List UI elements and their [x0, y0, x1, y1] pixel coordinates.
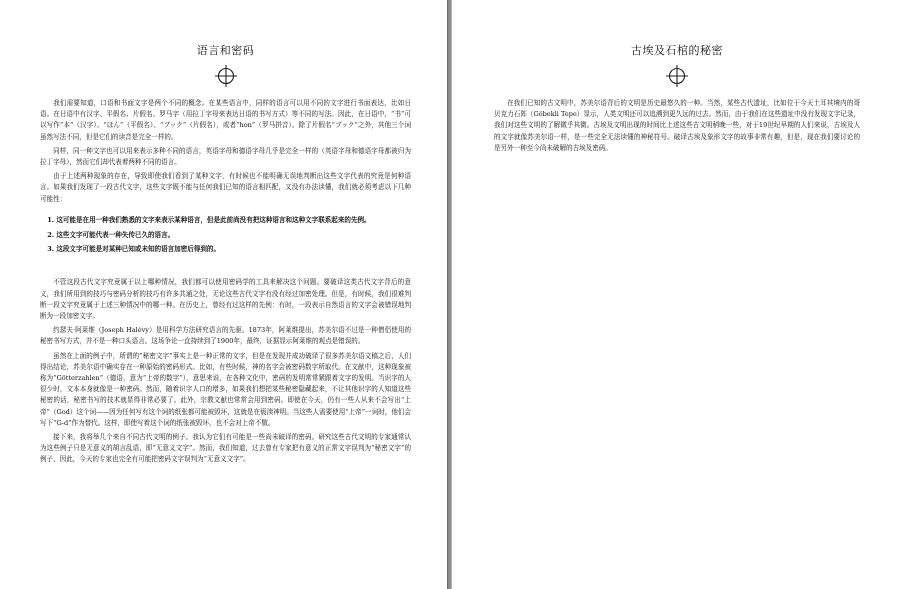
- list-item: 2. 这些文字可能代表一种失传已久的语言。: [47, 230, 175, 239]
- possibility-list: [40, 215, 411, 256]
- list-item: 1. 这可能是在用一种我们熟悉的文字来表示某种语言，但是此前尚没有把这种语言和这种文字联系起来的先例。: [47, 215, 371, 224]
- crosshair-ornament-icon: [665, 64, 689, 88]
- paragraph: 约瑟夫·阿莱维（Joseph Halévy）是用科学方法研究语言的先驱。1873年，阿莱维提出，苏美尔语不过是一种僧侣使用的秘密书写方式，并不是一种口头语言。这场争论一直持续到了1900年，最终，证据显示阿莱维的观点是错误的。: [40, 326, 411, 346]
- paragraph: 我们需要知道，口语和书面文字是两个不同的概念。在某些语言中，同样的语言可以用不同的文字进行书面表达，比如日语。在日语中有汉字、平假名、片假名、罗马字（用拉丁字母来表达日语的书写方式）等不同的写法。因此，在日语中，“书”可以写作“本”（汉字）、“ほん”（平假名）、“ブック”（片假名），或者“hon”（罗马拼音）。除了片假名“ブック”之外，其他三个词虽然写法不同，但是它们的读音是完全一样的。: [40, 99, 411, 141]
- list-item: 3. 这段文字可能是对某种已知或未知的语言加密后得到的。: [47, 245, 221, 254]
- paragraph: 由于上述两种现象的存在，导致即使我们看到了某种文字，有时候也不能明确无误地判断出这些文字代表的究竟是何种语言。如果我们发现了一段古代文字，这些文字既不能与任何我们已知的语言相匹配，又没有办法读懂，我们就必须考虑以下几种可能性：: [40, 172, 411, 203]
- chapter-body: [494, 98, 860, 154]
- paragraph: 虽然在上面的例子中，所谓的“秘密文字”事实上是一种正常的文字，但是在发现并成功破译了很多苏美尔语文稿之后，人们得出结论，苏美尔语中确实存在一种原始的密码形式。比如，有些时候，神的名字会被密码数字所取代。在文献中，这种现象被称为“Götterzahlen”（德语，意为“上帝的数字”），意思来说，在各种文化中，密码的发明常常紧跟着文字的发明。当识字的人很少时，文本本身就像是一种密码。然而，随着识字人口的增多，如果我们想把某些秘密隐藏起来，不让其他识字的人知道这些秘密的话，秘密书写的技术就显得非常必要了。此外，宗教文献也常常会用到密码。即使在今天，仍有一些人从来不会写出“上帝”（God）这个词——因为任何写有这个词的纸张都可能被毁坏，这就是在亵渎神明。当这些人需要使用“上帝”一词时，他们会写下“G-d”作为替代。这样，即使写着这个词的纸张被毁坏，也不会对上帝不敬。: [40, 351, 411, 427]
- paragraph: 接下来，我将举几个来自不同古代文明的例子。我认为它们有可能是一些尚未破译的密码。研究这些古代文明的专家通常认为这些例子只是无意义的胡言乱语，即“无意义文字”。然而，我们知道，过去曾有专家把有意义的正常文字误判为“秘密文字”的例子，因此，今天的专家也完全有可能把密码文字误判为“无意义文字”。: [40, 433, 411, 464]
- paragraph: 同样，同一种文字也可以用来表示多种不同的语言，英语字母和德语字母几乎是完全一样的（英语字母和德语字母都被归为拉丁字母），然而它们却代表着两种不同的语言。: [40, 146, 411, 167]
- left-page: [0, 0, 447, 589]
- chapter-body: [40, 98, 411, 466]
- paragraph: 不管这段古代文字究竟属于以上哪种情况，我们都可以使用密码学的工具来解决这个问题。要破译这类古代文字背后的意义，我们所用到的技巧与密码分析的技巧有许多共通之处，无论这些古代文字有没有经过加密处理。但是，有时候，我们很难判断一段文字究竟属于上述三种情况中的哪一种。在历史上，曾经有过这样的先例：有时，一段表示自然语言的文字会被错误地判断为一段加密文字。: [40, 278, 411, 321]
- right-page: [452, 0, 900, 589]
- chapter-title: 语言和密码: [196, 44, 255, 57]
- crosshair-ornament-icon: [214, 64, 238, 88]
- paragraph: 在我们已知的古文明中，苏美尔语背后的文明是历史最悠久的一种。当然，某些古代遗址，比如位于今天土耳其境内的哥贝克力石阵（Göbekli Tepe）显示，人类文明还可以追溯到更久远的过去。然而，由于我们在这些遗址中没有发现文字记录，我们对这些文明的了解微乎其微。古埃及文明出现的时间比上述这些古文明稍晚一些，对于19世纪早期的人们来说，古埃及人的文字就像苏美尔语一样，是一些完全无法读懂的神秘符号。破译古埃及象形文字的故事非常有趣，但是，现在我们要讨论的是另外一种至今尚未破解的古埃及密码。: [494, 99, 860, 152]
- chapter-title: 古埃及石棺的秘密: [631, 44, 723, 57]
